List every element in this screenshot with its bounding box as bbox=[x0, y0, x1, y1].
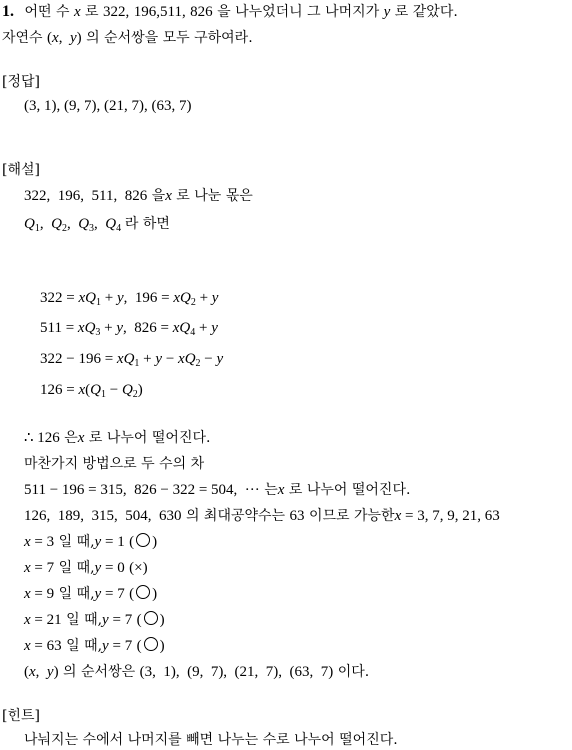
circle-mark bbox=[136, 585, 150, 599]
hint-text: 나눠지는 수에서 나머지를 빼면 나누는 수로 나누어 떨어진다. bbox=[24, 732, 398, 748]
equation-2: $511 = xQ_3 + y$, $826 = xQ_4 + y$ bbox=[40, 320, 218, 338]
equation-4: $126 = x(Q_1 - Q_2)$ bbox=[40, 382, 143, 400]
conclusion-2: 마찬가지 방법으로 두 수의 차 bbox=[24, 456, 205, 472]
answer-header: [정답] bbox=[2, 74, 40, 90]
solution-header: [해설] bbox=[2, 162, 40, 178]
circle-mark bbox=[144, 637, 158, 651]
case-x-3: x = 3 일 때,y = 1 ( ) bbox=[24, 534, 158, 550]
problem-number: 1. bbox=[2, 3, 14, 20]
answer-value: (3, 1), (9, 7), (21, 7), (63, 7) bbox=[24, 98, 192, 114]
solution-intro-1: 322, 196, 511, 826 을x 로 나눈 몫은 bbox=[24, 188, 253, 204]
cross-mark: × bbox=[134, 560, 143, 576]
case-x-21: x = 21 일 때,y = 7 ( ) bbox=[24, 612, 165, 628]
hint-header: [힌트] bbox=[2, 708, 40, 724]
case-x-7: x = 7 일 때,y = 0 (×) bbox=[24, 560, 148, 576]
solution-final: (x, y) 의 순서쌍은 (3, 1), (9, 7), (21, 7), (63, 7) 이다. bbox=[24, 664, 370, 680]
problem-line-1: 1. 어떤 수 x 로 322, 196,511, 826 을 나누었더니 그 나머지가 y 로 같았다. bbox=[2, 3, 458, 20]
circle-mark bbox=[136, 533, 150, 547]
equation-3: $322 - 196 = xQ_1 + y - xQ_2 - y$ bbox=[40, 351, 224, 369]
case-x-63: x = 63 일 때,y = 7 ( ) bbox=[24, 638, 165, 654]
conclusion-3: 511 − 196 = 315, 826 − 322 = 504, ··· 는x 로 나누어 떨어진다. bbox=[24, 482, 411, 498]
case-x-9: x = 9 일 때,y = 7 ( ) bbox=[24, 586, 158, 602]
equation-1: $322 = xQ_1 + y$, $196 = xQ_2 + y$ bbox=[40, 290, 219, 308]
conclusion-4: 126, 189, 315, 504, 630 의 최대공약수는 63 이므로 가능한x = 3, 7, 9, 21, 63 bbox=[24, 508, 500, 524]
circle-mark bbox=[144, 611, 158, 625]
conclusion-1: ∴ 126 은x 로 나누어 떨어진다. bbox=[24, 430, 211, 446]
solution-intro-2: $Q_1$, $Q_2$, $Q_3$, $Q_4$ 라 하면 bbox=[24, 216, 170, 234]
problem-line-2: 자연수 (x, y) 의 순서쌍을 모두 구하여라. bbox=[2, 30, 253, 46]
